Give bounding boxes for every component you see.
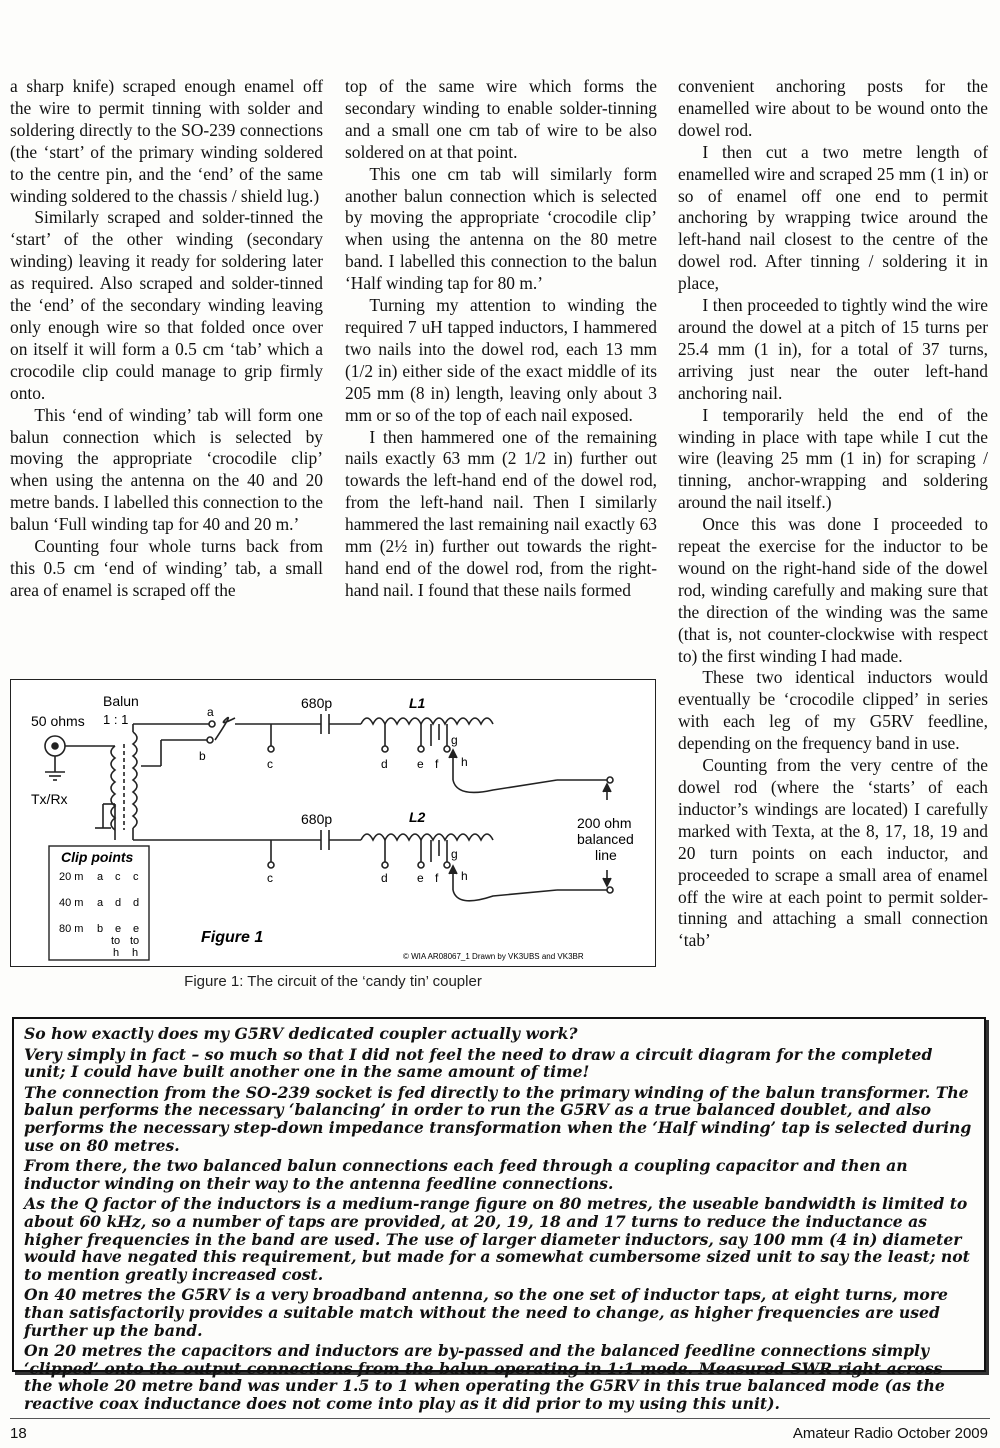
clip-h: h (113, 947, 120, 959)
ohms-label: 50 ohms (31, 713, 85, 729)
paragraph: Counting four whole turns back from this 0.5 cm ‘end of winding’ tab, a small area of enamel is scraped off the (10, 536, 323, 600)
line-label-1: 200 ohm (577, 815, 632, 831)
clip-to: to (111, 935, 121, 947)
clip-to: to (130, 935, 140, 947)
inductor-l1 (361, 718, 493, 724)
figure-caption: Figure 1: The circuit of the ‘candy tin’ coupler (184, 973, 482, 990)
line-label-3: line (595, 847, 617, 863)
clip-row-band: 20 m (59, 871, 84, 883)
figure-label: Figure 1 (201, 929, 264, 946)
clip-row-band: 40 m (59, 897, 84, 909)
paragraph: This one cm tab will similarly form another balun connection which is selected by moving the appropriate ‘crocodile clip’ when using the antenna on the 80 metre band. I labelled this connection to the balun ‘Half winding tap for 80 m.’ (345, 163, 657, 294)
figure-credit: © WIA AR08067_1 Drawn by VK3UBS and VK3BR (403, 952, 584, 961)
clip-row-cell: b (97, 923, 104, 935)
sidebar-paragraph: On 40 metres the G5RV is a very broadband antenna, so the one set of inductor taps, at eight turns, more than satisfactorily provides a suitable match without the need to change, as higher frequencies are used further up the band. (24, 1285, 948, 1340)
cap1-label: 680p (301, 695, 333, 711)
text-column-1 (10, 76, 323, 672)
sidebar-box (12, 1017, 986, 1413)
footer-divider (10, 1418, 990, 1419)
paragraph: Once this was done I proceeded to repeat the exercise for the inductor to be wound on the right-hand side of the dowel rod, winding carefully and making sure that the direction of the winding was the same (that is, not counter-clockwise with respect to) the first winding I had made. (678, 514, 988, 666)
publication-footer: Amateur Radio October 2009 (792, 1425, 988, 1442)
circuit-diagram (11, 680, 654, 965)
paragraph: a sharp knife) scraped enough enamel off the wire to permit tinning with solder and soldering directly to the SO-239 connections (the ‘start’ of the primary winding soldered to the centre pin, and the ‘end’ of the same winding soldered to the chassis / shield lug.) (10, 76, 323, 206)
clip-row-cell: e (133, 923, 140, 935)
node-h-label: h (461, 755, 468, 769)
clip-row-cell: c (133, 871, 139, 883)
paragraph: I then cut a two metre length of enamelled wire and scraped 25 mm (1 in) or so of enamel off one end to permit anchoring by wrapping twice around the left-hand nail closest to the centre of the dowel rod. After tinning / soldering it in place, (678, 141, 988, 294)
circuit-figure (10, 679, 656, 967)
clip-row-cell: d (133, 897, 140, 909)
node-a-label: a (207, 705, 214, 719)
node-g-label: g (451, 733, 458, 747)
paragraph: These two identical inductors would eventually be ‘crocodile clipped’ in series with each leg of my G5RV feedline, depending on the frequency band in use. (678, 667, 988, 754)
clip-points-rows (59, 871, 139, 959)
sidebar-paragraph: As the Q factor of the inductors is a medium-range figure on 80 metres, the useable bandwidth is limited to about 60 kHz, so a number of taps are provided, at 20, 19, 18 and 17 turns to reduce the inductance as higher frequencies in the band are used. The use of larger diameter inductors, say 100 mm (4 in) diameter would have negated this requirement, but made for a somewhat cumbersome sized unit to say the least; not to mention greatly increased cost. (24, 1194, 970, 1284)
coax-pin-icon (52, 743, 58, 749)
sidebar-heading: So how exactly does my G5RV dedicated coupler actually work? (24, 1024, 578, 1043)
txrx-label: Tx/Rx (31, 791, 68, 807)
page-number: 18 (10, 1425, 27, 1442)
paragraph: convenient anchoring posts for the enamelled wire about to be wound onto the dowel rod. (678, 76, 988, 140)
node-f-label: f (435, 871, 439, 885)
paragraph: Turning my attention to winding the required 7 uH tapped inductors, I hammered two nails into the dowel rod, each 13 mm (1/2 in) either side of the exact middle of its 205 mm (8 in) length, leaving only about 3 mm or so of the top of each nail exposed. (345, 295, 657, 425)
paragraph: I then hammered one of the remaining nails exactly 63 mm (2 1/2 in) further out towards the left-hand end of the dowel rod, from the left-hand nail. Then I similarly hammered the last remaining nail exactly 63 mm (2½ in) further out towards the right-hand end of the dowel rod, from the right-hand nail. I found that these nails formed (345, 426, 657, 600)
node-d-label: d (381, 757, 388, 771)
node-g-label: g (451, 847, 458, 861)
sidebar-paragraph: The connection from the SO-239 socket is fed directly to the primary winding of the balun transformer. The balun performs the necessary ‘balancing’ in order to run the G5RV as a true balanced doublet, and also performs the necessary step-down impedance transformation when the ‘Half winding’ tap is selected during use on 80 metres. (24, 1082, 972, 1155)
text-column-3 (678, 76, 988, 1006)
node-f-label: f (435, 757, 439, 771)
clip-h: h (132, 947, 139, 959)
clip-row-cell: a (97, 897, 104, 909)
balun-label: Balun (103, 693, 139, 709)
l2-label: L2 (409, 809, 426, 825)
paragraph: top of the same wire which forms the secondary winding to enable solder-tinning and a small one cm tab of wire to be also soldered on at that point. (345, 76, 657, 162)
paragraph: Similarly scraped and solder-tinned the ‘start’ of the other winding (secondary winding) leaving it ready for soldering later as required. Also scraped and solder-tinned the ‘end’ of the secondary winding leaving only enough wire so that folded once over on itself it will form a 0.5 cm ‘tab’ which a crocodile clip could manage to grip firmly onto. (10, 207, 323, 403)
paragraph: Counting from the very centre of the dowel rod (where the ‘starts’ of each inductor’s windings are located) I carefully marked with Texta, at the 8, 17, 18, 19 and 20 turn points on each inductor, and proceeded to scrape a small area of enamel off the wire at each point to permit solder-tinning and attaching a small connection ‘tab’ (678, 755, 988, 951)
node-c-label: c (267, 871, 273, 885)
sidebar-paragraph: On 20 metres the capacitors and inductors are by-passed and the balanced feedline connections simply ‘clipped’ onto the output connections from the balun operating in 1:1 mode. Measured SWR right across the whole 20 metre band was under 1.5 to 1 when operating the G5RV in this true balanced mode (as the reactive coax inductance does not come into play as it did prior to my using this unit). (24, 1341, 945, 1413)
line-label-2: balanced (577, 831, 634, 847)
clip-row-band: 80 m (59, 923, 84, 935)
paragraph: I then proceeded to tightly wind the wire around the dowel at a pitch of 15 turns per 25.4 mm (1 in), for a total of 37 turns, arriving just near the outer left-hand anchoring nail. (678, 295, 988, 403)
l1-label: L1 (409, 695, 426, 711)
clip-row-cell: a (97, 871, 104, 883)
paragraph: This ‘end of winding’ tab will form one balun connection which is selected by moving the appropriate ‘crocodile clip’ when using the antenna on the 40 and 20 metre bands. I labelled this connection to the balun ‘Full winding tap for 40 and 20 m.’ (10, 404, 323, 535)
sidebar-paragraph: Very simply in fact – so much so that I did not feel the need to draw a circuit diagram for the completed unit; I could have built another one in the same amount of time! (24, 1044, 933, 1082)
clip-points-title: Clip points (61, 849, 134, 865)
clip-row-cell: e (115, 923, 122, 935)
text-column-2 (345, 76, 657, 672)
clip-row-cell: d (115, 897, 122, 909)
node-e-label: e (417, 871, 424, 885)
balun-ratio: 1 : 1 (103, 712, 129, 727)
sidebar-paragraph: From there, the two balanced balun connections each feed through a coupling capacitor and then an inductor winding on their way to the antenna feedline connections. (24, 1156, 908, 1193)
paragraph: I temporarily held the end of the winding in place with tape while I cut the wire (leaving 25 mm (1 in) for scraping / tinning, anchor-wrapping and soldering around the nail itself.) (678, 404, 988, 513)
cap2-label: 680p (301, 811, 333, 827)
node-h-label: h (461, 869, 468, 883)
node-d-label: d (381, 871, 388, 885)
node-e-label: e (417, 757, 424, 771)
node-b-label: b (199, 749, 206, 763)
inductor-l2 (361, 834, 493, 840)
node-c-label: c (267, 757, 273, 771)
clip-row-cell: c (115, 871, 121, 883)
secondary-winding (133, 732, 137, 828)
